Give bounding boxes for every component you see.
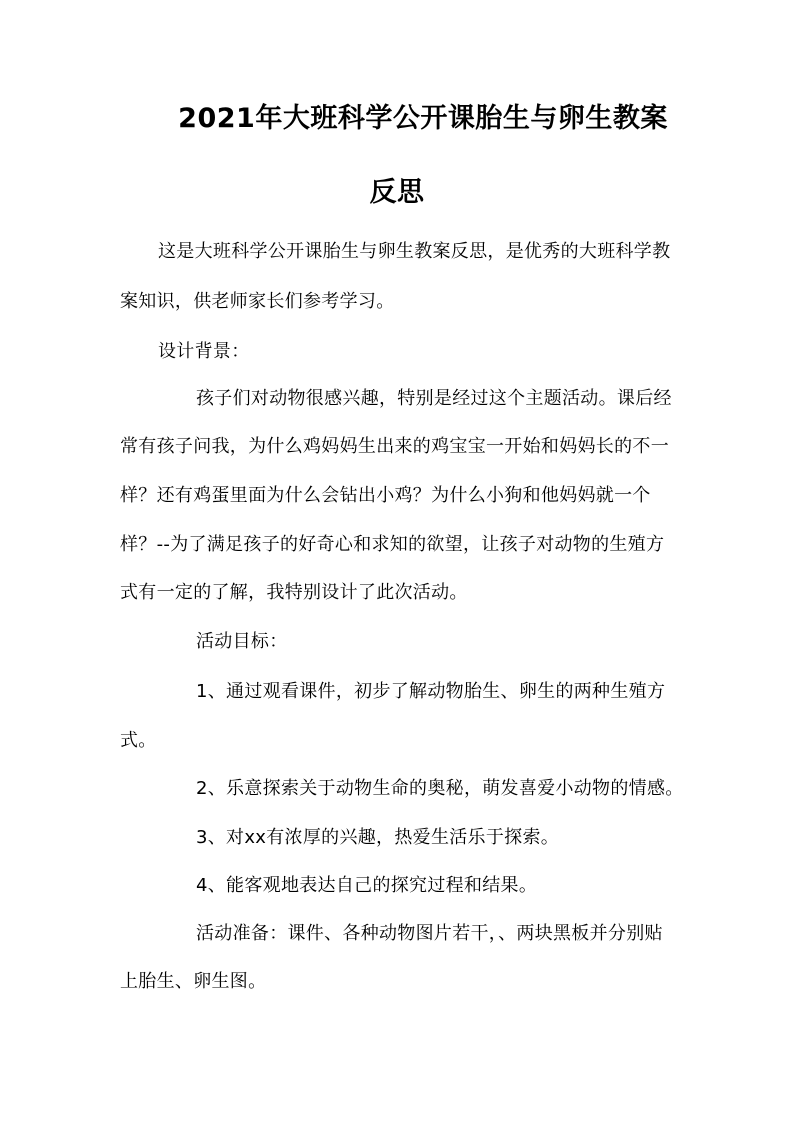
background-line-5: 式有一定的了解，我特别设计了此次活动。 — [120, 582, 468, 603]
preparation-line-1: 活动准备：课件、各种动物图片若干，、两块黑板并分别贴 — [196, 923, 663, 944]
goal-2: 2、乐意探索关于动物生命的奥秘，萌发喜爱小动物的情感。 — [196, 778, 684, 799]
section-heading-background: 设计背景： — [158, 341, 250, 362]
preparation-line-2: 上胎生、卵生图。 — [120, 971, 267, 992]
document-title-line-2: 反思 — [369, 177, 425, 208]
background-line-2: 常有孩子问我，为什么鸡妈妈生出来的鸡宝宝一开始和妈妈长的不一 — [120, 436, 669, 457]
intro-line-2: 案知识，供老师家长们参考学习。 — [120, 291, 395, 312]
background-line-4: 样？--为了满足孩子的好奇心和求知的欲望，让孩子对动物的生殖方 — [120, 534, 665, 555]
document-title-line-1: 2021年大班科学公开课胎生与卵生教案 — [178, 103, 668, 134]
background-line-3: 样？还有鸡蛋里面为什么会钻出小鸡？为什么小狗和他妈妈就一个 — [120, 485, 651, 506]
goal-1-line-1: 1、通过观看课件，初步了解动物胎生、卵生的两种生殖方 — [196, 681, 666, 702]
background-line-1: 孩子们对动物很感兴趣，特别是经过这个主题活动。课后经 — [196, 388, 672, 409]
section-heading-goals: 活动目标： — [196, 631, 288, 652]
goal-4: 4、能客观地表达自己的探究过程和结果。 — [196, 875, 538, 896]
goal-1-line-2: 式。 — [120, 730, 157, 751]
goal-3: 3、对xx有浓厚的兴趣，热爱生活乐于探索。 — [196, 827, 560, 848]
intro-line-1: 这是大班科学公开课胎生与卵生教案反思，是优秀的大班科学教 — [158, 241, 671, 262]
